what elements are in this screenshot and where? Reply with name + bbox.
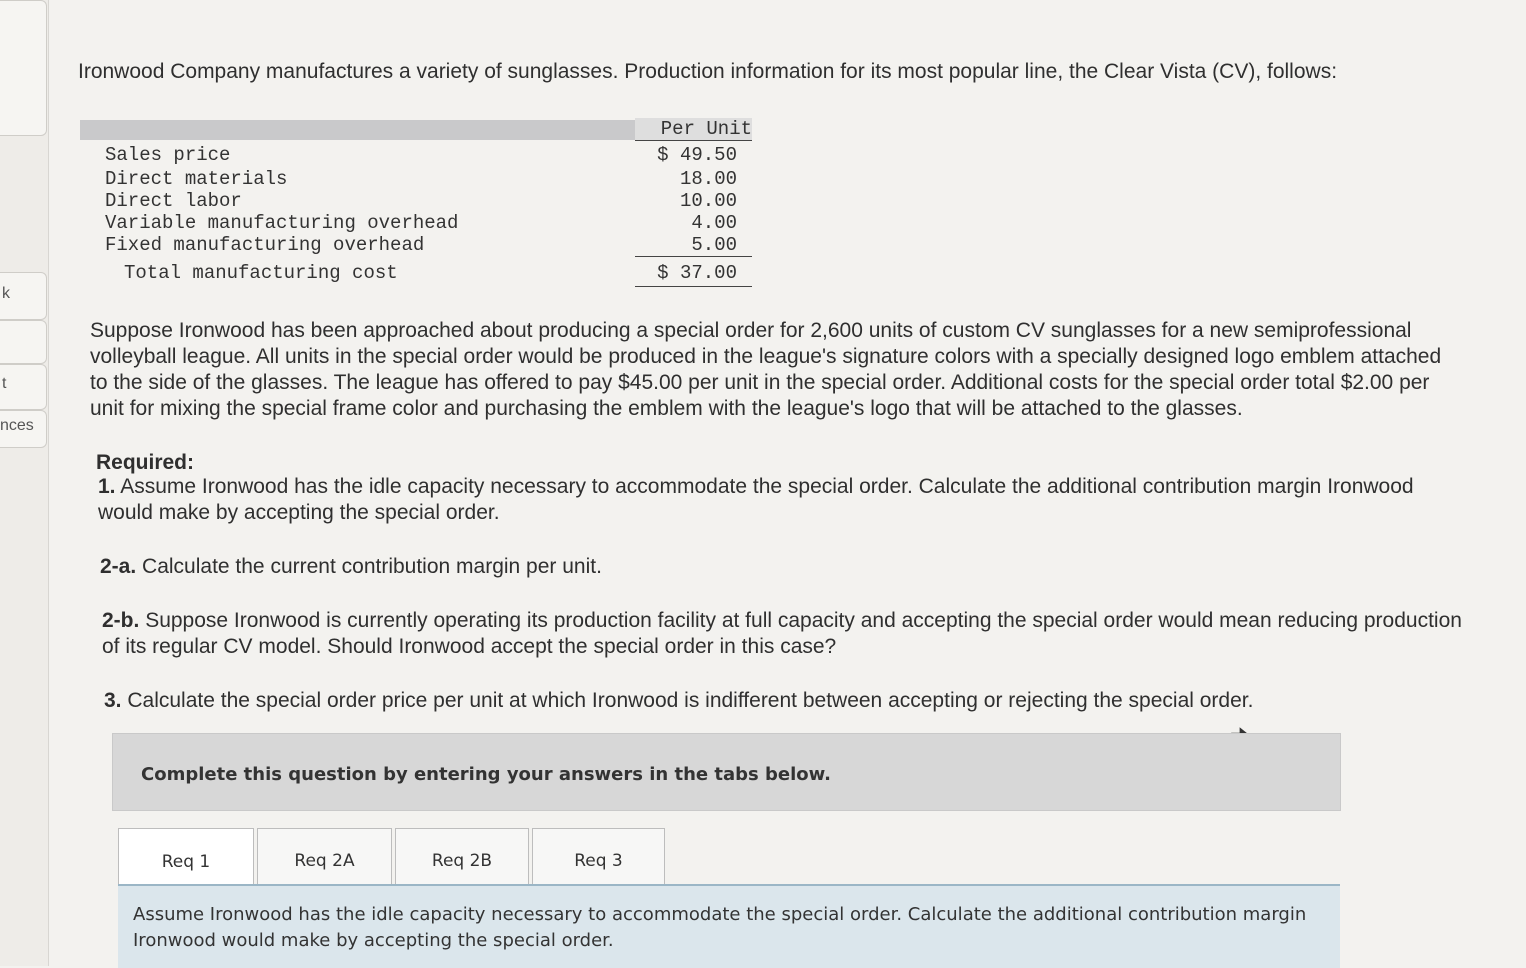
table-rule	[635, 140, 752, 141]
required-heading: Required:	[96, 451, 195, 474]
table-rule	[635, 256, 752, 257]
table-row	[80, 234, 752, 256]
sidebar-nav-item[interactable]	[0, 410, 47, 448]
requirement-1	[98, 474, 1458, 526]
left-sidebar	[0, 0, 49, 966]
tab-label: Req 3	[574, 851, 623, 871]
problem-intro: Ironwood Company manufactures a variety of sunglasses. Production information for its most popular line, the Clear Vista (CV), follows:	[78, 60, 1338, 83]
row-value: $ 49.50	[657, 144, 737, 166]
instruction-text: Complete this question by entering your answers in the tabs below.	[141, 764, 831, 785]
sidebar-item-label: t	[2, 375, 7, 392]
row-value: 10.00	[679, 190, 737, 212]
table-row	[80, 212, 752, 234]
requirement-2a	[100, 554, 1460, 580]
table-header-bar	[80, 120, 635, 140]
active-tab-panel	[118, 884, 1340, 968]
row-value: 18.00	[679, 168, 737, 190]
table-row	[80, 168, 752, 190]
row-label: Sales price	[105, 144, 231, 166]
table-row	[80, 144, 752, 166]
row-value: 5.00	[691, 234, 737, 256]
table-rule	[635, 286, 752, 287]
sidebar-nav-item[interactable]	[0, 272, 47, 320]
row-label: Fixed manufacturing overhead	[105, 234, 425, 256]
requirement-number: 2-b.	[102, 609, 140, 632]
requirement-number: 3.	[104, 689, 122, 712]
table-row-total	[80, 262, 752, 284]
active-tab-instruction: Assume Ironwood has the idle capacity necessary to accommodate the special order. Calculate the additional contribution margin Ironwood would make by accepting the special order.	[133, 904, 1307, 951]
requirement-text: Assume Ironwood has the idle capacity necessary to accommodate the special order. Calculate the additional contribution margin Ironwood would make by accepting the special order.	[98, 475, 1414, 524]
requirement-text: Calculate the special order price per unit at which Ironwood is indifferent between accepting or rejecting the special order.	[127, 689, 1254, 712]
row-label: Total manufacturing cost	[124, 262, 398, 284]
tab-label: Req 2A	[294, 851, 355, 871]
requirement-3	[104, 688, 1464, 714]
requirement-number: 2-a.	[100, 555, 137, 578]
sidebar-nav-item[interactable]	[0, 320, 47, 364]
row-value: 4.00	[691, 212, 737, 234]
requirement-2b	[102, 608, 1462, 660]
scenario-text: Suppose Ironwood has been approached about producing a special order for 2,600 units of custom CV sunglasses for a new semiprofessional volleyball league. All units in the special order would be produced in the league's signature colors with a specially designed logo emblem attached to the side of the glasses. The league has offered to pay $45.00 per unit in the special order. Additional costs for the special order total $2.00 per unit for mixing the special frame color and purchasing the emblem with the league's logo that will be attached to the glasses.	[90, 319, 1442, 420]
production-table	[80, 118, 755, 293]
row-value: $ 37.00	[657, 262, 737, 284]
tab-label: Req 1	[161, 851, 211, 872]
tab-label: Req 2B	[431, 851, 493, 871]
requirement-number: 1.	[98, 475, 116, 498]
row-label: Direct materials	[105, 168, 288, 190]
instruction-panel	[112, 733, 1341, 811]
sidebar-nav-item[interactable]	[0, 364, 47, 410]
row-label: Direct labor	[105, 190, 242, 212]
table-row	[80, 190, 752, 212]
requirement-text: Suppose Ironwood is currently operating its production facility at full capacity and accepting the special order would mean reducing production of its regular CV model. Should Ironwood accept the special order in this case?	[102, 609, 1462, 658]
column-header-per-unit: Per Unit	[635, 118, 752, 140]
sidebar-item-label: nces	[0, 417, 34, 434]
sidebar-panel	[0, 0, 47, 136]
row-label: Variable manufacturing overhead	[105, 212, 459, 234]
sidebar-item-label: k	[2, 285, 10, 302]
requirement-text: Calculate the current contribution margin per unit.	[142, 555, 602, 578]
